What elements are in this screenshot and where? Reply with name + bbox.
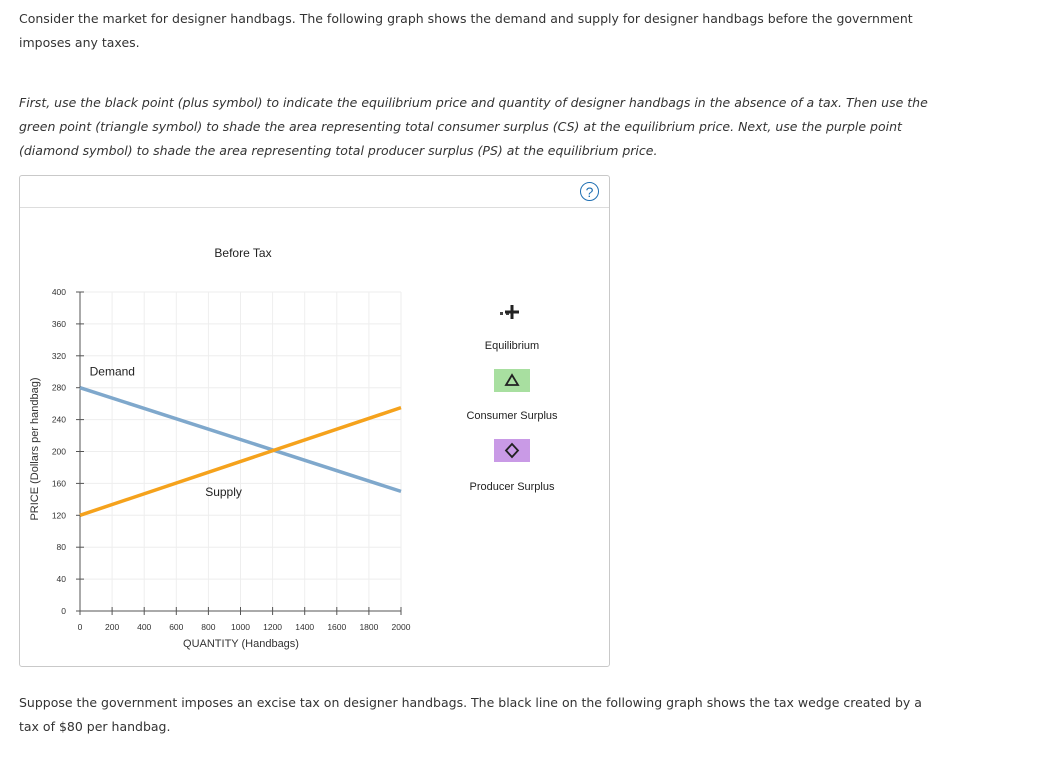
y-axis-label: PRICE (Dollars per handbag) [29, 377, 41, 521]
instructions-paragraph: First, use the black point (plus symbol) to indicate the equilibrium price and quantity of designer handbags in the absence of a tax. Then use the green point (triangle symbol) to shade the area representing total consumer surplus (CS) at the equilibrium price. Next, use the purple point (diamond symbol) to shade the area representing total producer surplus (PS) at the equilibrium price. [19, 95, 928, 158]
before-tax-chart [20, 176, 609, 666]
graph-panel [19, 175, 610, 667]
producer-surplus-tool[interactable] [494, 439, 530, 462]
y-tick-label: 40 [56, 574, 66, 585]
x-tick-label: 1200 [263, 622, 283, 632]
y-tick-label: 320 [51, 350, 66, 361]
help-icon[interactable]: ? [580, 182, 599, 201]
y-tick-label: 160 [51, 478, 66, 489]
axes [52, 287, 411, 632]
x-tick-label: 200 [105, 622, 120, 632]
consumer-surplus-tool-label: Consumer Surplus [466, 410, 558, 422]
consumer-surplus-tool[interactable] [494, 369, 530, 392]
x-tick-label: 2000 [391, 622, 411, 632]
demand-label: Demand [89, 364, 135, 379]
x-tick-label: 1400 [295, 622, 315, 632]
y-tick-label: 240 [51, 414, 66, 425]
x-tick-label: 0 [77, 622, 83, 632]
y-tick-label: 80 [56, 542, 66, 553]
plus-icon [505, 305, 519, 319]
tax-paragraph: Suppose the government imposes an excise tax on designer handbags. The black line on the following graph shows the tax wedge created by a tax of $80 per handbag. [19, 695, 922, 734]
y-tick-label: 400 [51, 287, 66, 297]
y-tick-label: 360 [51, 318, 66, 329]
x-tick-label: 1600 [327, 622, 347, 632]
equilibrium-tool-dot-1 [500, 312, 503, 315]
chart-title: Before Tax [214, 246, 272, 260]
x-tick-label: 1800 [359, 622, 379, 632]
x-tick-label: 1000 [231, 622, 250, 632]
x-axis-label: QUANTITY (Handbags) [183, 638, 299, 650]
producer-surplus-tool-label: Producer Surplus [469, 481, 555, 493]
equilibrium-tool[interactable] [500, 305, 519, 319]
y-tick-label: 0 [61, 606, 66, 616]
producer-surplus-swatch [494, 439, 530, 462]
equilibrium-tool-label: Equilibrium [484, 340, 540, 352]
x-tick-label: 600 [169, 622, 184, 632]
x-tick-label: 800 [201, 622, 216, 632]
intro-paragraph: Consider the market for designer handbags. The following graph shows the demand and supply for designer handbags before the government imposes any taxes. [19, 11, 913, 50]
x-tick-label: 400 [137, 622, 152, 632]
y-tick-label: 200 [51, 446, 66, 457]
y-tick-label: 280 [51, 382, 66, 393]
consumer-surplus-swatch [494, 369, 530, 392]
supply-label: Supply [205, 485, 242, 500]
grid [80, 292, 401, 611]
y-tick-label: 120 [51, 510, 66, 521]
